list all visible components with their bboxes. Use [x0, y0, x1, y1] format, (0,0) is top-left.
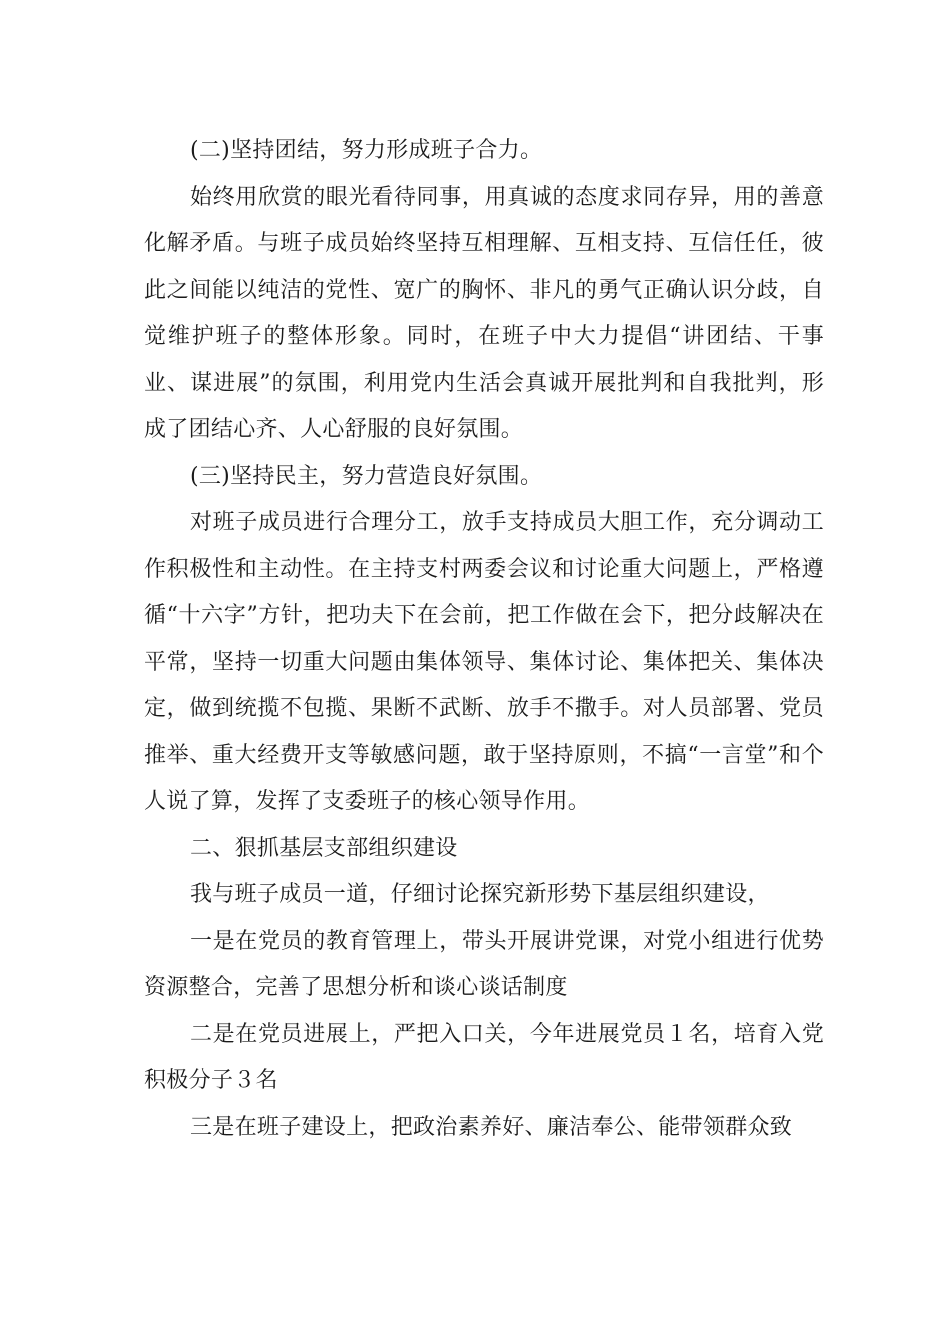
paragraph-point-three: 三是在班子建设上，把政治素养好、廉洁奉公、能带领群众致 — [190, 1114, 793, 1140]
paragraph-point-two: 二是在党员进展上，严把入口关，今年进展党员１名，培育入党积极分子３名 — [144, 1021, 824, 1093]
document-body — [144, 128, 824, 1151]
paragraph-democracy-body: 对班子成员进行合理分工，放手支持成员大胆工作，充分调动工作积极性和主动性。在主持支村两委会议和讨论重大问题上，严格遵循“十六字”方针，把功夫下在会前，把工作做在会下，把分歧解决在平常，坚持一切重大问题由集体领导、集体讨论、集体把关、集体决定，做到统揽不包揽、果断不武断、放手不撒手。对人员部署、党员推举、重大经费开支等敏感问题，敢于坚持原则，不搞“一言堂”和个人说了算，发挥了支委班子的核心领导作用。 — [144, 510, 824, 814]
paragraph-point-one: 一是在党员的教育管理上，带头开展讲党课，对党小组进行优势资源整合，完善了思想分析和谈心谈话制度 — [144, 928, 824, 1000]
paragraph-unity-body: 始终用欣赏的眼光看待同事，用真诚的态度求同存异，用的善意化解矛盾。与班子成员始终坚持互相理解、互相支持、互信任任，彼此之间能以纯洁的党性、宽广的胸怀、非凡的勇气正确认识分歧，自觉维护班子的整体形象。同时，在班子中大力提倡“讲团结、干事业、谋进展”的氛围，利用党内生活会真诚开展批判和自我批判，形成了团结心齐、人心舒服的良好氛围。 — [144, 184, 824, 442]
paragraph-section-heading-democracy: (三)坚持民主，努力营造良好氛围。 — [190, 463, 543, 489]
paragraph-section-heading-organization: 二、狠抓基层支部组织建设 — [190, 835, 458, 861]
paragraph-section-heading-unity: (二)坚持团结，努力形成班子合力。 — [190, 138, 543, 163]
paragraph-organization-intro: 我与班子成员一道，仔细讨论探究新形势下基层组织建设， — [190, 882, 770, 907]
